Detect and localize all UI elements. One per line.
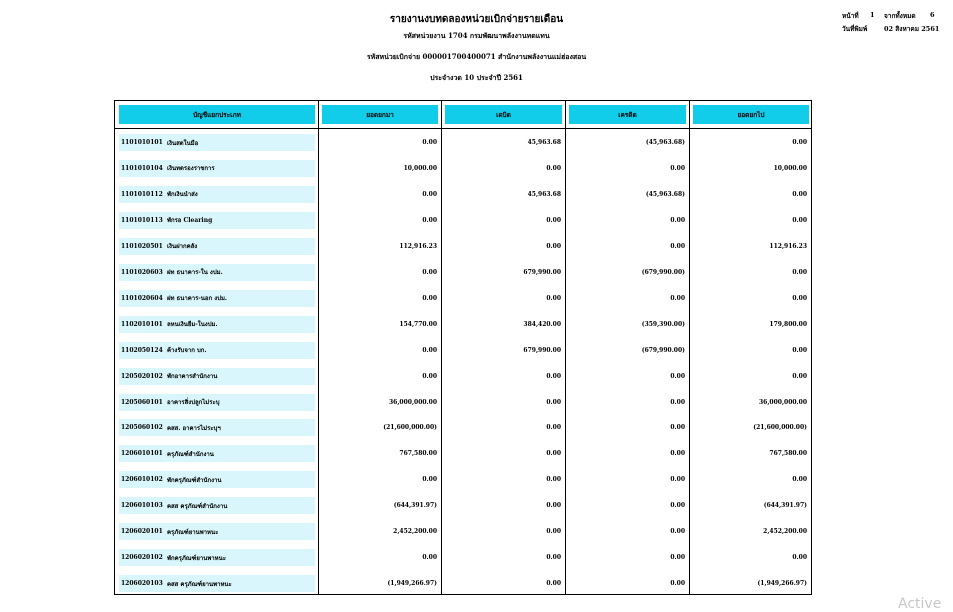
brought-forward-value: 10,000.00 <box>403 164 437 172</box>
debit-value: 0.00 <box>546 580 561 588</box>
table-row <box>115 497 811 515</box>
credit-value: (45,963.68) <box>645 139 685 146</box>
account-code: 1206010102 <box>121 476 163 484</box>
table-row <box>115 316 811 334</box>
carried-forward-value: 0.00 <box>792 372 807 380</box>
col-header-credit: เครดิต <box>569 105 686 124</box>
carried-forward-value: 2,452,200.00 <box>763 528 807 536</box>
account-name: ลหนเงินยืม-ในงปม. <box>167 321 218 329</box>
table-row <box>115 160 811 178</box>
account-name: พักครุภัณฑ์สำนักงาน <box>167 476 222 484</box>
trial-balance-table <box>114 100 812 595</box>
carried-forward-value: 767,580.00 <box>769 450 807 458</box>
debit-value: 0.00 <box>546 372 561 380</box>
account-code: 1101020603 <box>121 268 163 276</box>
account-cell <box>119 342 315 359</box>
carried-forward-value: 0.00 <box>792 190 807 198</box>
account-code: 1101020604 <box>121 294 163 302</box>
account-cell <box>119 394 315 411</box>
print-date: 02 สิงหาคม 2561 <box>884 25 940 33</box>
carried-forward-value: (21,600,000.00) <box>753 424 807 432</box>
page-number: 1 <box>870 11 875 19</box>
table-row <box>115 134 811 152</box>
account-name: คสส. อาคารไม่ระบุฯ <box>167 424 221 432</box>
total-pages: 6 <box>930 11 935 19</box>
account-name: พักครุภัณฑ์ยานพาหนะ <box>167 554 226 562</box>
table-row <box>115 575 811 593</box>
account-code: 1206020103 <box>121 580 163 588</box>
account-code: 1205060101 <box>121 398 163 406</box>
table-row <box>115 212 811 230</box>
brought-forward-value: 112,916.23 <box>399 242 437 250</box>
carried-forward-value: 36,000,000.00 <box>758 398 807 406</box>
credit-value: 0.00 <box>670 242 685 250</box>
print-date-label: วันที่พิมพ์ <box>842 25 868 33</box>
credit-value: 0.00 <box>670 398 685 406</box>
account-cell <box>119 212 315 229</box>
carried-forward-value: 112,916.23 <box>769 242 807 250</box>
brought-forward-value: 0.00 <box>422 476 437 484</box>
debit-value: 45,963.68 <box>527 139 561 146</box>
report-title: รายงานงบทดลองหน่วยเบิกจ่ายรายเดือน <box>389 14 564 25</box>
table-row <box>115 186 811 204</box>
credit-value: 0.00 <box>670 476 685 484</box>
debit-value: 679,990.00 <box>523 268 561 276</box>
account-code: 1205060102 <box>121 424 163 432</box>
brought-forward-value: 0.00 <box>422 139 437 146</box>
col-header-debit: เดบิต <box>445 105 562 124</box>
brought-forward-value: 0.00 <box>422 294 437 302</box>
debit-value: 45,963.68 <box>527 190 561 198</box>
account-code: 1206020102 <box>121 554 163 562</box>
debit-value: 0.00 <box>546 424 561 432</box>
account-code: 1101010101 <box>121 139 163 146</box>
table-row <box>115 238 811 256</box>
account-name: ครุภัณฑ์สำนักงาน <box>167 450 214 458</box>
total-pages-label: จากทั้งหมด <box>884 12 916 20</box>
credit-value: (679,990.00) <box>641 268 685 276</box>
account-name: พักรอ Clearing <box>167 217 213 225</box>
account-name: คสส ครุภัณฑ์ยานพาหนะ <box>167 580 232 588</box>
carried-forward-value: (1,949,266.97) <box>757 580 807 588</box>
account-code: 1206020101 <box>121 528 163 536</box>
brought-forward-value: (644,391.97) <box>393 502 437 510</box>
debit-value: 0.00 <box>546 476 561 484</box>
credit-value: 0.00 <box>670 502 685 510</box>
carried-forward-value: 0.00 <box>792 139 807 146</box>
account-cell <box>119 368 315 385</box>
brought-forward-value: 2,452,200.00 <box>393 528 437 536</box>
debit-value: 384,420.00 <box>523 320 561 328</box>
account-cell <box>119 523 315 540</box>
account-name: อาคารสิ่งปลูกไม่ระบุ <box>167 399 220 406</box>
account-name: เงินฝากคลัง <box>167 243 198 251</box>
brought-forward-value: 767,580.00 <box>399 450 437 458</box>
account-cell <box>119 316 315 333</box>
carried-forward-value: 0.00 <box>792 476 807 484</box>
credit-value: 0.00 <box>670 424 685 432</box>
debit-value: 0.00 <box>546 502 561 510</box>
account-name: พักอาคารสำนักงาน <box>167 373 218 381</box>
account-name: ครุภัณฑ์ยานพาหนะ <box>167 528 219 536</box>
account-code: 1205020102 <box>121 372 163 380</box>
table-row <box>115 264 811 282</box>
table-row <box>115 368 811 386</box>
debit-value: 0.00 <box>546 450 561 458</box>
account-cell <box>119 186 315 203</box>
carried-forward-value: 179,800.00 <box>769 320 807 328</box>
credit-value: 0.00 <box>670 216 685 224</box>
debit-value: 0.00 <box>546 164 561 172</box>
account-code: 1101010113 <box>121 216 163 224</box>
col-header-brought-forward: ยอดยกมา <box>322 105 438 124</box>
account-name: คสส ครุภัณฑ์สำนักงาน <box>167 502 228 510</box>
brought-forward-value: 0.00 <box>422 216 437 224</box>
account-code: 1102050124 <box>121 346 163 354</box>
credit-value: 0.00 <box>670 528 685 536</box>
table-row <box>115 394 811 412</box>
account-cell <box>119 160 315 177</box>
account-cell <box>119 445 315 462</box>
account-cell <box>119 290 315 307</box>
brought-forward-value: 154,770.00 <box>399 320 437 328</box>
account-cell <box>119 575 315 592</box>
account-code: 1206010101 <box>121 450 163 458</box>
header-rule <box>115 128 811 129</box>
carried-forward-value: 10,000.00 <box>773 164 807 172</box>
account-cell <box>119 264 315 281</box>
debit-value: 0.00 <box>546 216 561 224</box>
account-code: 1206010103 <box>121 502 163 510</box>
credit-value: (359,390.00) <box>641 320 685 328</box>
account-code: 1101010112 <box>121 190 163 198</box>
debit-value: 0.00 <box>546 242 561 250</box>
credit-value: (679,990.00) <box>641 346 685 354</box>
agency-line: รหัสหน่วยงาน 1704 กรมพัฒนาพลังงานทดแทน <box>403 31 550 40</box>
brought-forward-value: 0.00 <box>422 268 437 276</box>
account-cell <box>119 238 315 255</box>
credit-value: 0.00 <box>670 372 685 380</box>
brought-forward-value: 0.00 <box>422 190 437 198</box>
carried-forward-value: 0.00 <box>792 216 807 224</box>
account-name: พักเงินนำส่ง <box>167 191 198 199</box>
account-name: ฝท ธนาคาร-ใน งปม. <box>167 269 223 277</box>
account-name: ฝท ธนาคาร-นอก งปม. <box>167 295 227 303</box>
account-code: 1102010101 <box>121 320 163 328</box>
account-name: ค้างรับจาก บก. <box>167 347 207 355</box>
table-row <box>115 290 811 308</box>
activation-watermark: Active <box>898 596 942 612</box>
debit-value: 0.00 <box>546 294 561 302</box>
debit-value: 0.00 <box>546 528 561 536</box>
brought-forward-value: 0.00 <box>422 554 437 562</box>
period-line: ประจำงวด 10 ประจำปี 2561 <box>430 73 523 82</box>
account-name: เงินสดในมือ <box>167 139 199 147</box>
credit-value: 0.00 <box>670 294 685 302</box>
table-row <box>115 445 811 463</box>
brought-forward-value: (1,949,266.97) <box>387 580 437 588</box>
carried-forward-value: 0.00 <box>792 268 807 276</box>
col-header-account: บัญชีแยกประเภท <box>119 105 315 124</box>
disburse-unit-line: รหัสหน่วยเบิกจ่าย 000001700400071 สำนักงานพลังงานแม่ฮ่องสอน <box>366 52 587 61</box>
col-header-carried-forward: ยอดยกไป <box>693 105 809 124</box>
table-row <box>115 471 811 489</box>
table-row <box>115 523 811 541</box>
table-row <box>115 549 811 567</box>
carried-forward-value: 0.00 <box>792 346 807 354</box>
account-name: เงินทดรองราชการ <box>167 165 215 173</box>
carried-forward-value: 0.00 <box>792 294 807 302</box>
debit-value: 679,990.00 <box>523 346 561 354</box>
account-cell <box>119 549 315 566</box>
credit-value: 0.00 <box>670 554 685 562</box>
table-row <box>115 342 811 360</box>
credit-value: 0.00 <box>670 580 685 588</box>
table-row <box>115 419 811 437</box>
account-cell <box>119 419 315 436</box>
account-code: 1101020501 <box>121 242 163 250</box>
brought-forward-value: (21,600,000.00) <box>383 424 437 432</box>
brought-forward-value: 36,000,000.00 <box>388 398 437 406</box>
carried-forward-value: (644,391.97) <box>763 502 807 510</box>
account-cell <box>119 471 315 488</box>
credit-value: (45,963.68) <box>645 190 685 198</box>
credit-value: 0.00 <box>670 450 685 458</box>
page-label: หน้าที่ <box>842 12 859 20</box>
credit-value: 0.00 <box>670 164 685 172</box>
account-cell <box>119 497 315 514</box>
debit-value: 0.00 <box>546 398 561 406</box>
brought-forward-value: 0.00 <box>422 372 437 380</box>
account-cell <box>119 134 315 151</box>
debit-value: 0.00 <box>546 554 561 562</box>
account-code: 1101010104 <box>121 164 163 172</box>
brought-forward-value: 0.00 <box>422 346 437 354</box>
carried-forward-value: 0.00 <box>792 554 807 562</box>
